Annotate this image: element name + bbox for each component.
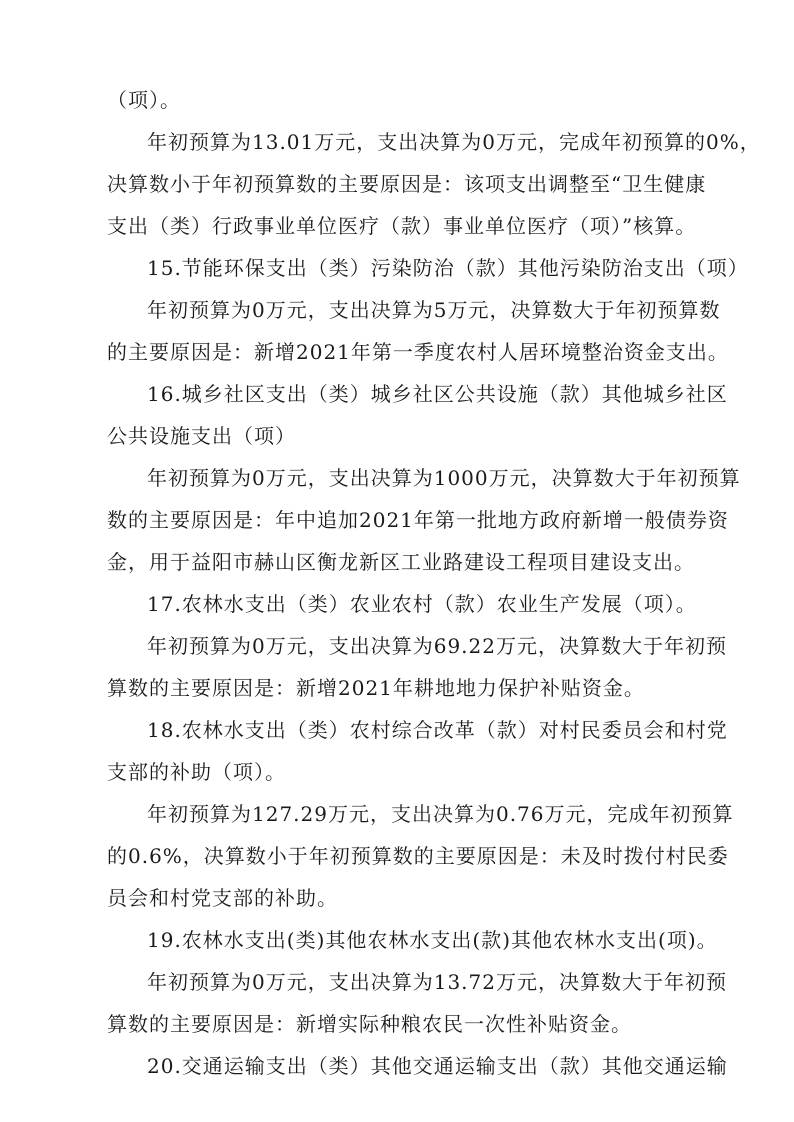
paragraph-first-line: 年初预算为0万元，支出决算为1000万元，决算数大于年初预算 bbox=[147, 466, 741, 490]
paragraph-first-line: 年初预算为127.29万元，支出决算为0.76万元，完成年初预算 bbox=[147, 802, 734, 826]
section-heading-18-cont: 支部的补助（项）。 bbox=[107, 760, 286, 784]
section-heading-16-cont: 公共设施支出（项） bbox=[107, 424, 296, 448]
text-line: 金，用于益阳市赫山区衡龙新区工业路建设工程项目建设支出。 bbox=[107, 550, 695, 574]
paragraph-first-line: 年初预算为0万元，支出决算为13.72万元，决算数大于年初预 bbox=[147, 970, 727, 994]
text-line: 决算数小于年初预算数的主要原因是：该项支出调整至“卫生健康 bbox=[107, 172, 707, 196]
paragraph-first-line: 年初预算为0万元，支出决算为69.22万元，决算数大于年初预 bbox=[147, 634, 727, 658]
section-heading-16: 16.城乡社区支出（类）城乡社区公共设施（款）其他城乡社区 bbox=[147, 382, 728, 406]
section-heading-20: 20.交通运输支出（类）其他交通运输支出（款）其他交通运输 bbox=[147, 1054, 728, 1078]
paragraph-first-line: 年初预算为0万元，支出决算为5万元，决算数大于年初预算数 bbox=[147, 298, 721, 322]
text-line: 数的主要原因是：年中追加2021年第一批地方政府新增一般债券资 bbox=[107, 508, 729, 532]
section-heading-17: 17.农林水支出（类）农业农村（款）农业生产发展（项）。 bbox=[147, 592, 697, 616]
text-line: 员会和村党支部的补助。 bbox=[107, 886, 338, 910]
text-line: 支出（类）行政事业单位医疗（款）事业单位医疗（项）”核算。 bbox=[107, 214, 697, 238]
section-heading-15: 15.节能环保支出（类）污染防治（款）其他污染防治支出（项） bbox=[147, 256, 749, 280]
section-heading-19: 19.农林水支出(类)其他农林水支出(款)其他农林水支出(项)。 bbox=[147, 928, 718, 952]
text-line: 算数的主要原因是：新增实际种粮农民一次性补贴资金。 bbox=[107, 1012, 632, 1036]
text-line: 算数的主要原因是：新增2021年耕地地力保护补贴资金。 bbox=[107, 676, 645, 700]
paragraph-first-line: 年初预算为13.01万元，支出决算为0万元，完成年初预算的0%， bbox=[147, 130, 761, 154]
text-line: 的0.6%，决算数小于年初预算数的主要原因是：未及时拨付村民委 bbox=[107, 844, 729, 868]
text-line: 的主要原因是：新增2021年第一季度农村人居环境整治资金支出。 bbox=[107, 340, 729, 364]
section-heading-18: 18.农林水支出（类）农村综合改革（款）对村民委员会和村党 bbox=[147, 718, 728, 742]
text-line: （项）。 bbox=[107, 88, 181, 112]
